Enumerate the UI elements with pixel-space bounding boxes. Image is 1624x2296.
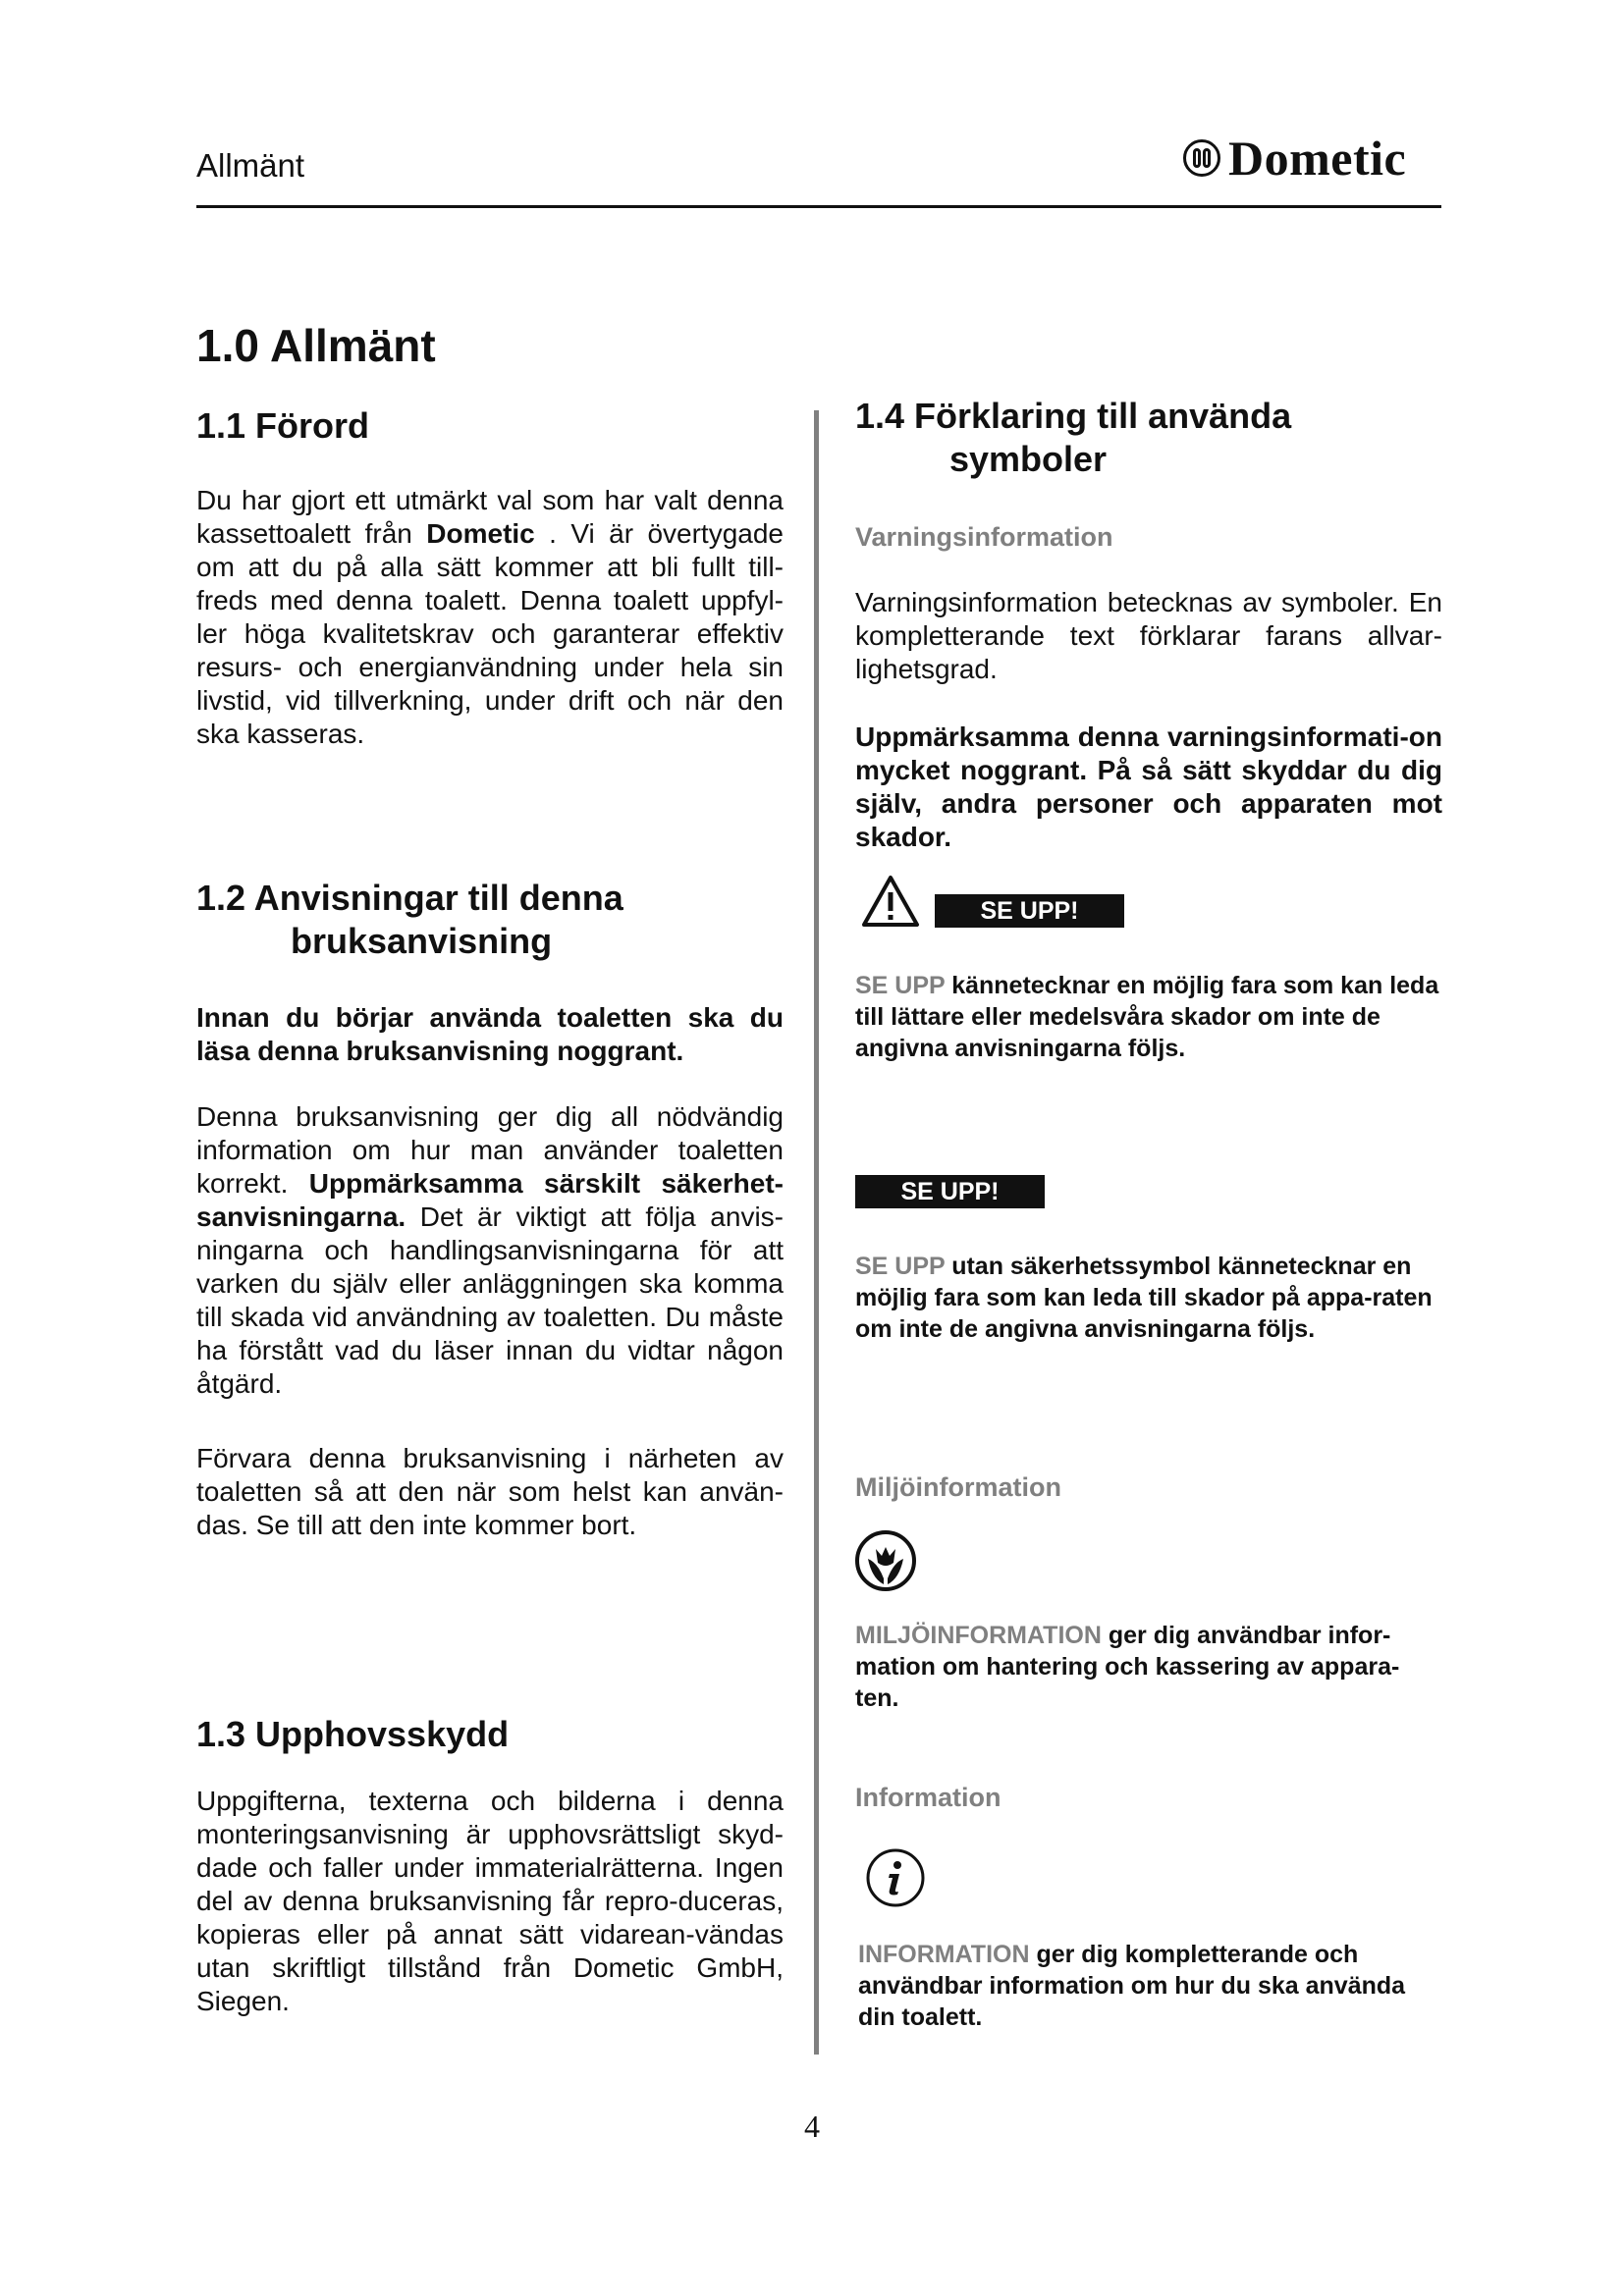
information-desc: ger dig kompletterande och användbar information om hur du ska använda din toalett. [858, 1941, 1406, 2031]
page-title: 1.0 Allmänt [196, 320, 436, 371]
heading-1-3: 1.3 Upphovsskydd [196, 1714, 510, 1754]
forord-text-a: Du har gjort ett utmärkt val som har valt denna kassettoalett från [196, 485, 784, 549]
heading-1-2-line2: bruksanvisning [291, 921, 553, 961]
information-text [858, 1939, 1445, 2033]
heading-1-2-line1: 1.2 Anvisningar till denna [196, 878, 623, 918]
heading-1-4-line2: symboler [949, 439, 1108, 479]
anvisningar-bold-intro: Innan du börjar använda toaletten ska du läsa denna bruksanvisning noggrant. [196, 1002, 784, 1066]
subheading-miljoinformation: Miljöinformation [855, 1472, 1061, 1502]
heading-1-4 [855, 395, 1291, 481]
heading-1-4-line1: 1.4 Förklaring till använda [855, 396, 1292, 436]
varning-paragraph-2: Uppmärksamma denna varningsinformati-on mycket noggrant. På så sätt skyddar du dig själv, andra personer och apparaten mot skador. [855, 721, 1442, 852]
caution-badge-2: SE UPP! [855, 1175, 1045, 1208]
anvisningar-paragraph-1 [196, 1100, 784, 1401]
anvisningar-paragraph-2: Förvara denna bruksanvisning i närheten av toaletten så att den när som helst kan använ-das. Se till att den inte kommer bort. [196, 1443, 784, 1540]
brand-name: Dometic [1228, 131, 1407, 186]
dometic-logo-icon [1183, 139, 1220, 177]
environment-text [855, 1620, 1442, 1714]
anvisningar-p1-bold: Uppmärksamma särskilt säkerhet-sanvisningarna. [196, 1168, 784, 1232]
caution-2-text [855, 1251, 1442, 1345]
column-divider [814, 410, 819, 2055]
header-rule [196, 205, 1441, 208]
brand-logo [1183, 130, 1406, 187]
paragraph-forord [196, 484, 784, 751]
varning-paragraph-1: Varningsinformation betecknas av symboler. En kompletterande text förklarar farans allvar-lighetsgrad. [855, 587, 1442, 684]
warning-triangle-icon [861, 875, 920, 928]
heading-1-2 [196, 877, 623, 963]
environment-key: MILJÖINFORMATION [855, 1622, 1102, 1649]
caution-1-text [855, 970, 1442, 1064]
subheading-information: Information [855, 1783, 1001, 1812]
upphovsskydd-paragraph: Uppgifterna, texterna och bilderna i denna monteringsanvisning är upphovsrättsligt skyd-dade och faller under immaterialrätterna. Ingen del av denna bruksanvisning får repro-duceras, kopieras eller på annat sätt vidarean-vändas utan skriftligt tillstånd från Dometic GmbH, Siegen. [196, 1786, 784, 2016]
info-icon [865, 1847, 926, 1908]
caution-2-desc: utan säkerhetssymbol kännetecknar en möjlig fara som kan leda till skador på appa-raten om inte de angivna anvisningarna följs. [855, 1253, 1433, 1343]
environment-desc: ger dig användbar infor-mation om hantering och kassering av appara-ten. [855, 1622, 1400, 1712]
caution-2-key: SE UPP [855, 1253, 946, 1280]
environment-icon [854, 1529, 917, 1592]
anvisningar-p1-a: Denna bruksanvisning ger dig all nödvändig information om hur man använder toaletten korrekt. [196, 1101, 784, 1199]
heading-1-1: 1.1 Förord [196, 405, 370, 446]
page-number: 4 [804, 2109, 820, 2144]
forord-text-b: . Vi är övertygade om att du på alla sätt kommer att bli fullt till-freds med denna toalett. Denna toalett uppfyl-ler höga kvalitetskrav och garanterar effektiv resurs- och energianvändning under hela sin livstid, vid tillverkning, under drift och när den ska kasseras. [196, 518, 784, 749]
caution-1-key: SE UPP [855, 972, 946, 999]
caution-1-desc: kännetecknar en möjlig fara som kan leda till lättare eller medelsvåra skador om inte de angivna anvisningarna följs. [855, 972, 1439, 1062]
subheading-varningsinformation: Varningsinformation [855, 522, 1113, 552]
anvisningar-p1-b: Det är viktigt att följa anvis-ningarna och handlingsanvisningarna för att varken du själv eller anläggningen ska komma till skada vid användning av toaletten. Du måste ha förstått vad du läser innan du vidtar någon åtgärd. [196, 1201, 784, 1399]
caution-badge-1: SE UPP! [935, 894, 1124, 928]
header-section-title: Allmänt [196, 147, 305, 184]
information-key: INFORMATION [858, 1941, 1030, 1968]
forord-brand: Dometic [426, 518, 535, 549]
